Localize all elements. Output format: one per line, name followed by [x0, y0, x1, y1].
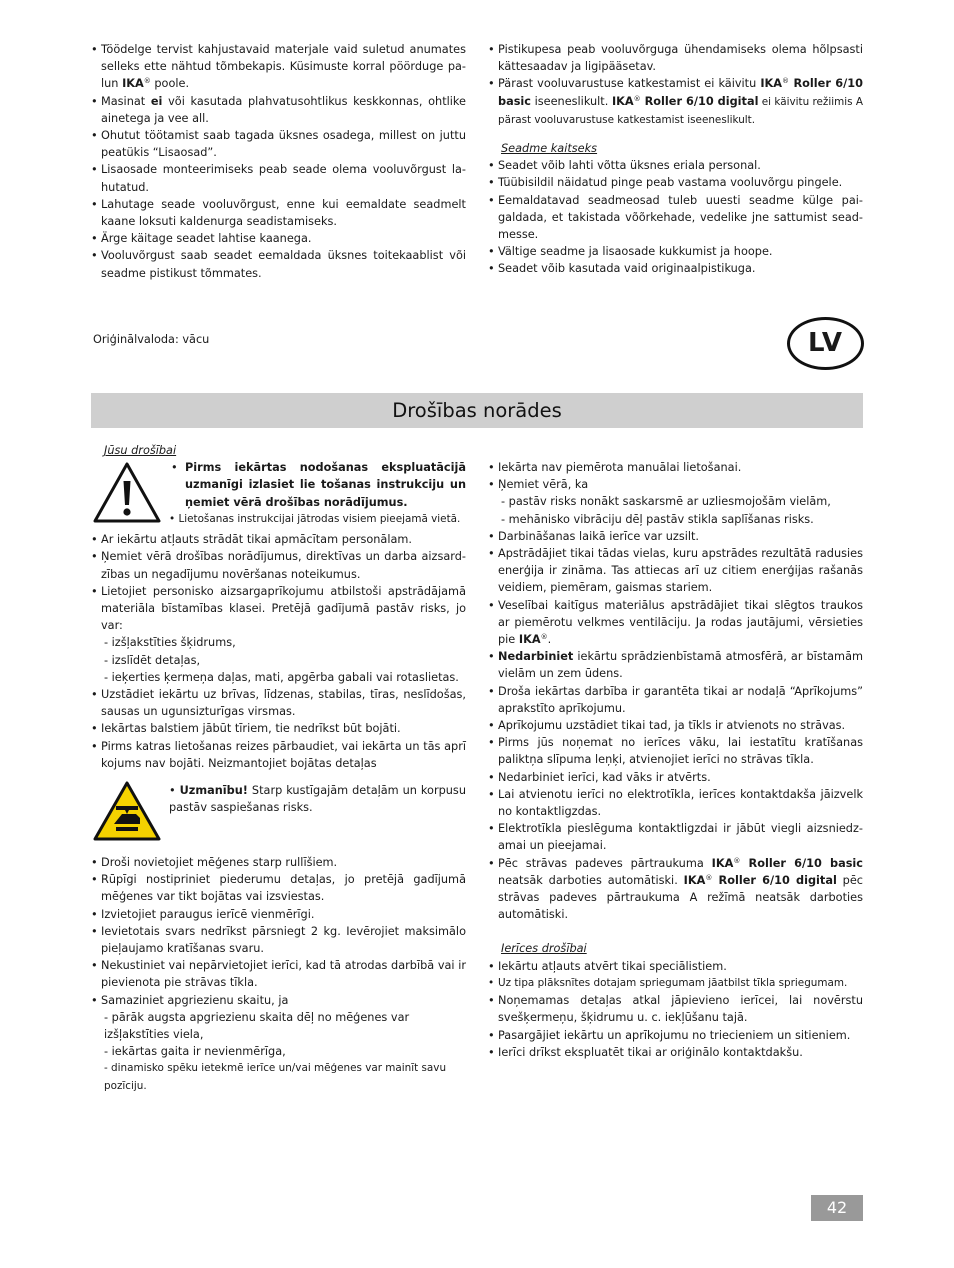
list-item: • Pēc strāvas padeves pārtraukuma IKA® Roller 6/10 basic neatsāk darboties automātiski. IKA® Roller 6/10 digital pēc strāvas padeves pārtraukuma A režīmā neatsāk darboties automātiski. — [488, 856, 863, 922]
protection-heading: Seadme kaitseks — [501, 142, 598, 156]
list-item: • Izvietojiet paraugus ierīcē vienmērīgi. — [91, 907, 315, 921]
list-item: • Nekustiniet vai nepārvietojiet ierīci, kad tā atrodas darbībā vai ir pievienota pie strāvas tīkla. — [91, 959, 466, 990]
list-subitem: - izslīdēt detaļas, — [104, 653, 201, 667]
list-item: • Ievietotais svars nedrīkst pārsniegt 2 kg. Ievērojiet maksimālo pieļaujamo kratīšanas svaru. — [91, 924, 466, 956]
list-item: • Lietojiet personisko aizsargaprīkojumu atbilstoši apstrādājamā materiāla bīstamības klasei. Pretējā gadījumā pastāv risks, jo var: — [91, 584, 466, 633]
list-item: • Apstrādājiet tikai tādas vielas, kuru apstrādes rezultātā radusies enerģija ir zināma. Tas attiecas arī uz citiem enerģijas rašanās veidiem, piemēram, gaismas stariem. — [488, 547, 863, 595]
list-subitem: - mehānisko vibrāciju dēļ pastāv stikla saplīšanas risks. — [501, 512, 814, 526]
list-item: • Pirms jūs noņemat no ierīces vāku, lai iestatītu kratīšanas paliktņa slīpuma leņķi, atvienojiet ierīci no strāvas tīkla. — [488, 736, 863, 767]
list-item: • Nedarbiniet iekārtu sprādzienbīstamā atmosfērā, ar bīstamām vielām un zem ūdens. — [488, 650, 863, 681]
original-language-note: Oriģinālvaloda: vācu — [93, 333, 210, 346]
list-item: • Töödelge tervist kahjustavaid materjale vaid suletud anumates selleks ette nähtud tõmbekapis. Küsimuste korral pöörduge pa-lun IKA® poole. — [91, 43, 466, 91]
list-item: • Droši novietojiet mēģenes starp rullīšiem. — [91, 856, 338, 870]
list-item: • Pasargājiet iekārtu un aprīkojumu no triecieniem un sitieniem. — [488, 1028, 851, 1042]
list-item: • Lisaosade monteerimiseks peab seade olema vooluvõrgust la-hutatud. — [91, 163, 466, 194]
list-item: • Uz tipa plāksnītes dotajam spriegumam jāatbilst tīkla spriegumam. — [488, 976, 848, 989]
list-item: • Eemaldatavad seadmeosad tuleb uuesti seadme külge pai-galdada, et takistada võõrkehade, vedelike jne sattumist sead-messe. — [488, 193, 863, 242]
list-item: • Veselībai kaitīgus materiālus apstrādājiet tikai slēgtos traukos ar piemērotu velkmes ventilāciju. Ja rodas jautājumi, vērsieties pie IKA®. — [488, 598, 863, 647]
list-subitem: - pastāv risks nonākt saskarsmē ar uzliesmojošām vielām, — [501, 495, 831, 509]
list-item: • Seadet võib kasutada vaid originaalpistikuga. — [488, 262, 756, 276]
list-subitem: - pārāk augsta apgriezienu skaita dēļ no mēģenes var izšļakstīties viela, — [104, 1010, 410, 1042]
list-item: • Lahutage seade vooluvõrgust, enne kui eemaldate seadmelt kaane loksuti kaldenurga seadistamiseks. — [91, 197, 466, 229]
list-item: • Ņemiet vērā, ka — [488, 478, 589, 492]
list-item: • Iekārtu atļauts atvērt tikai speciālistiem. — [488, 959, 727, 973]
list-item: • Ierīci drīkst ekspluatēt tikai ar oriģinālo kontaktdakšu. — [488, 1045, 803, 1059]
lv-left-column — [91, 442, 466, 1095]
list-item: • Ohutut töötamist saab tagada üksnes osadega, millest on juttu peatükis “Lisaosad”. — [91, 129, 466, 160]
list-item: • Pirms katras lietošanas reizes pārbaudiet, vai iekārta un tās aprī kojums nav bojāti. Neizmantojiet bojātas detaļas — [91, 739, 466, 770]
list-item: • Aprīkojumu uzstādiet tikai tad, ja tīkls ir atvienots no strāvas. — [488, 719, 846, 733]
list-item: • Pistikupesa peab vooluvõrguga ühendamiseks olema hõlpsasti kättesaadav ja ligipääsetav. — [488, 43, 863, 74]
et-right-column — [488, 41, 863, 278]
list-item: • Tüübisildil näidatud pinge peab vastama vooluvõrgu pingele. — [488, 176, 843, 190]
list-item: • Darbināšanas laikā ierīce var uzsilt. — [488, 529, 700, 543]
list-item: • Iekārta nav piemērota manuālai lietošanai. — [488, 461, 742, 474]
lv-right-column — [488, 459, 863, 1061]
list-item: • Vältige seadme ja lisaosade kukkumist ja hoope. — [488, 245, 773, 259]
device-heading: Ierīces drošībai — [501, 942, 587, 956]
list-item: • Uzstādiet iekārtu uz brīvas, līdzenas, stabilas, tīras, neslīdošas, sausas un ugunsizturīgas virsmas. — [91, 688, 466, 719]
caution-text: • Uzmanību! Starp kustīgajām detaļām un korpusu pastāv saspiešanas risks. — [169, 784, 466, 815]
list-item: • Ärge käitage seadet lahtise kaanega. — [91, 232, 312, 246]
list-item: • Pärast vooluvarustuse katkestamist ei käivitu IKA® Roller 6/10 basic iseeneslikult. IKA® Roller 6/10 digital ei käivitu režiimis A pärast vooluvarustuse katkestamist iseeneslikult. — [488, 77, 863, 126]
list-item: • Droša iekārtas darbība ir garantēta tikai ar nodaļā “Aprīkojums” aprakstīto aprīkojumu. — [488, 684, 863, 715]
list-item: • Noņemamas detaļas atkal jāpievieno ierīcei, lai novērstu svešķermeņu, šķidrumu u. c. iekļūšanu tajā. — [488, 994, 863, 1025]
et-left-column — [91, 41, 466, 282]
list-subitem: - izšļakstīties šķidrums, — [104, 636, 236, 650]
hand-crush-warning-icon — [92, 780, 162, 842]
list-subitem: - ieķerties ķermeņa daļas, mati, apgērba gabali vai rotaslietas. — [104, 670, 459, 684]
list-subitem: - iekārtas gaita ir nevienmērīga, — [104, 1045, 286, 1059]
caution-block — [91, 778, 466, 850]
warn-small-text: • Lietošanas instrukcijai jātrodas visiem pieejamā vietā. — [169, 512, 461, 525]
section-title: Drošības norādes — [91, 393, 863, 428]
list-item: • Iekārtas balstiem jābūt tīriem, tie nedrīkst būt bojāti. — [91, 722, 401, 736]
list-item: • Rūpīgi nostipriniet piederumu detaļas, jo pretējā gadījumā mēģenes var tikt bojātas vai izsviestas. — [91, 873, 466, 904]
list-item: • Elektrotīkla pieslēguma kontaktligzdai ir jābūt viegli aizsniedz-amai un pieejamai. — [488, 822, 863, 853]
list-item: • Masinat ei või kasutada plahvatusohtlikus keskkonnas, ohtlike ainetega ja vee all. — [91, 94, 466, 125]
list-item: • Ņemiet vērā drošības norādījumus, direktīvas un darba aizsard-zības un negadījumu novēršanas noteikumus. — [91, 550, 466, 581]
you-heading: Jūsu drošībai — [104, 444, 177, 457]
list-subitem: - dinamisko spēku ietekmē ierīce un/vai mēģenes var mainīt savu pozīciju. — [104, 1062, 447, 1092]
list-item: • Lai atvienotu ierīci no elektrotīkla, ierīces kontaktdakša jāizvelk no kontaktligzdas. — [488, 787, 863, 819]
warning-triangle-icon — [92, 461, 162, 525]
language-badge: LV — [787, 317, 864, 370]
warn-bold-text: • Pirms iekārtas nodošanas ekspluatācijā uzmanīgi izlasiet lie tošanas instrukciju un ņemiet vērā drošības norādījumus. — [171, 461, 466, 509]
list-item: • Nedarbiniet ierīci, kad vāks ir atvērts. — [488, 770, 711, 784]
page-number: 42 — [811, 1195, 863, 1221]
list-item: • Vooluvõrgust saab seadet eemaldada üksnes toitekaablist või seadme pistikust tõmmates. — [91, 249, 466, 280]
list-item: • Samaziniet apgriezienu skaitu, ja — [91, 993, 289, 1007]
list-item: • Seadet võib lahti võtta üksnes eriala personal. — [488, 159, 761, 173]
list-item: • Ar iekārtu atļauts strādāt tikai apmācītam personālam. — [91, 533, 413, 547]
warning-block — [91, 459, 466, 531]
